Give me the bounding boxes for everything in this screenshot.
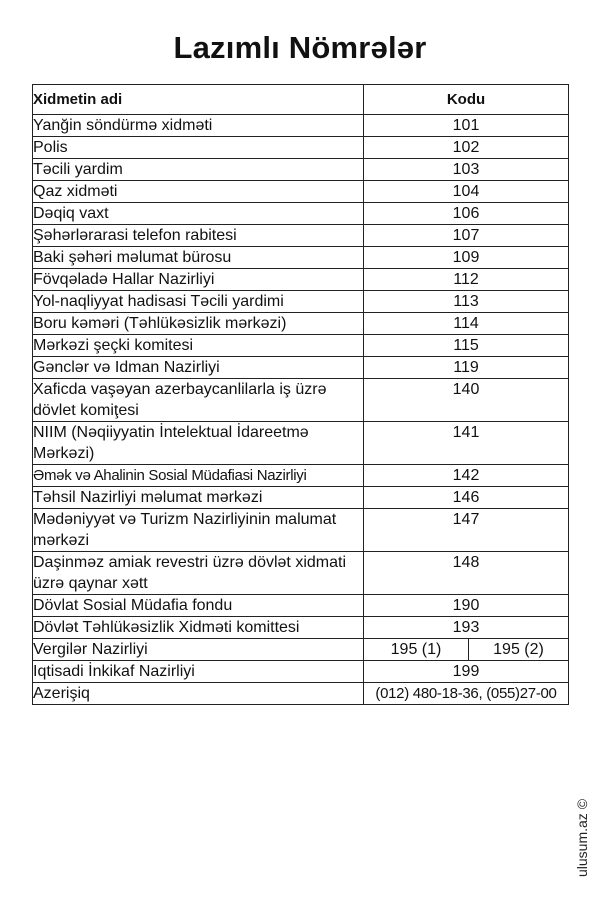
service-code: 114: [364, 313, 569, 335]
service-name: Polis: [33, 137, 364, 159]
table-row: [33, 181, 569, 203]
table-row: [33, 379, 569, 422]
table-row: [33, 357, 569, 379]
table-row: [33, 159, 569, 181]
table-row: [33, 552, 569, 595]
service-code: 109: [364, 247, 569, 269]
table-row: [33, 225, 569, 247]
table-row: [33, 683, 569, 705]
table-row: [33, 509, 569, 552]
service-code: 148: [364, 552, 569, 595]
table-row: [33, 487, 569, 509]
service-name: Vergilər Nazirliyi: [33, 639, 364, 661]
service-code: 115: [364, 335, 569, 357]
service-code: 142: [364, 465, 569, 487]
service-name: Mədəniyyət və Turizm Nazirliyinin malumat mərkəzi: [33, 509, 364, 552]
service-code-b: 195 (2): [469, 639, 569, 661]
codes-table: [32, 84, 569, 705]
table-row: [33, 335, 569, 357]
service-code: 190: [364, 595, 569, 617]
service-name: Yanğin söndürmə xidməti: [33, 115, 364, 137]
table-row: [33, 291, 569, 313]
service-name: Təhsil Nazirliyi məlumat mərkəzi: [33, 487, 364, 509]
service-name: Xaficda vaşəyan azerbaycanlilarla iş üzrə dövlet komiţesi: [33, 379, 364, 422]
service-name: Gənclər və Idman Nazirliyi: [33, 357, 364, 379]
service-code: 119: [364, 357, 569, 379]
service-code: 106: [364, 203, 569, 225]
watermark-text: ulusum.az ©: [574, 798, 590, 878]
service-code: 146: [364, 487, 569, 509]
table-row: [33, 137, 569, 159]
table-header-row: [33, 85, 569, 115]
header-code: Kodu: [364, 85, 569, 115]
service-code: 104: [364, 181, 569, 203]
table-row: [33, 617, 569, 639]
service-code: 113: [364, 291, 569, 313]
service-name: Daşinməz amiak revestri üzrə dövlət xidmati üzrə qaynar xətt: [33, 552, 364, 595]
service-name: Qaz xidməti: [33, 181, 364, 203]
service-code: 103: [364, 159, 569, 181]
table-row: [33, 313, 569, 335]
service-code: 101: [364, 115, 569, 137]
service-name: Əmək və Ahalinin Sosial Müdafiasi Nazirliyi: [33, 465, 364, 487]
table-row: [33, 639, 569, 661]
service-code: 107: [364, 225, 569, 247]
table-row: [33, 115, 569, 137]
page-title: Lazımlı Nömrələr: [173, 30, 427, 65]
table-row: [33, 661, 569, 683]
service-name: Təcili yardim: [33, 159, 364, 181]
table-row: [33, 465, 569, 487]
service-name: Yol-naqliyyat hadisasi Təcili yardimi: [33, 291, 364, 313]
service-name: Dəqiq vaxt: [33, 203, 364, 225]
service-name: Boru kəməri (Təhlükəsizlik mərkəzi): [33, 313, 364, 335]
service-name: Azerişiq: [33, 683, 364, 705]
service-code: 199: [364, 661, 569, 683]
service-code: 147: [364, 509, 569, 552]
watermark: [570, 788, 594, 888]
header-service-name: Xidmetin adi: [33, 85, 364, 115]
table-row: [33, 595, 569, 617]
service-name: Mərkəzi şeçki komitesi: [33, 335, 364, 357]
service-name: Dövlat Sosial Müdafia fondu: [33, 595, 364, 617]
service-name: Iqtisadi İnkikaf Nazirliyi: [33, 661, 364, 683]
service-name: Şəhərlərarasi telefon rabitesi: [33, 225, 364, 247]
service-name: NIIM (Nəqiiyyatin İntelektual İdareetmə Mərkəzi): [33, 422, 364, 465]
service-code: 140: [364, 379, 569, 422]
service-name: Dövlət Təhlükəsizlik Xidməti komittesi: [33, 617, 364, 639]
table-row: [33, 422, 569, 465]
service-code: 141: [364, 422, 569, 465]
service-code: (012) 480-18-36, (055)27-00: [364, 683, 569, 705]
service-code: 193: [364, 617, 569, 639]
service-code-a: 195 (1): [364, 639, 469, 661]
table-row: [33, 269, 569, 291]
service-name: Fövqəladə Hallar Nazirliyi: [33, 269, 364, 291]
table-row: [33, 203, 569, 225]
service-code: 102: [364, 137, 569, 159]
service-name: Baki şəhəri məlumat bürosu: [33, 247, 364, 269]
service-code: 112: [364, 269, 569, 291]
table-row: [33, 247, 569, 269]
